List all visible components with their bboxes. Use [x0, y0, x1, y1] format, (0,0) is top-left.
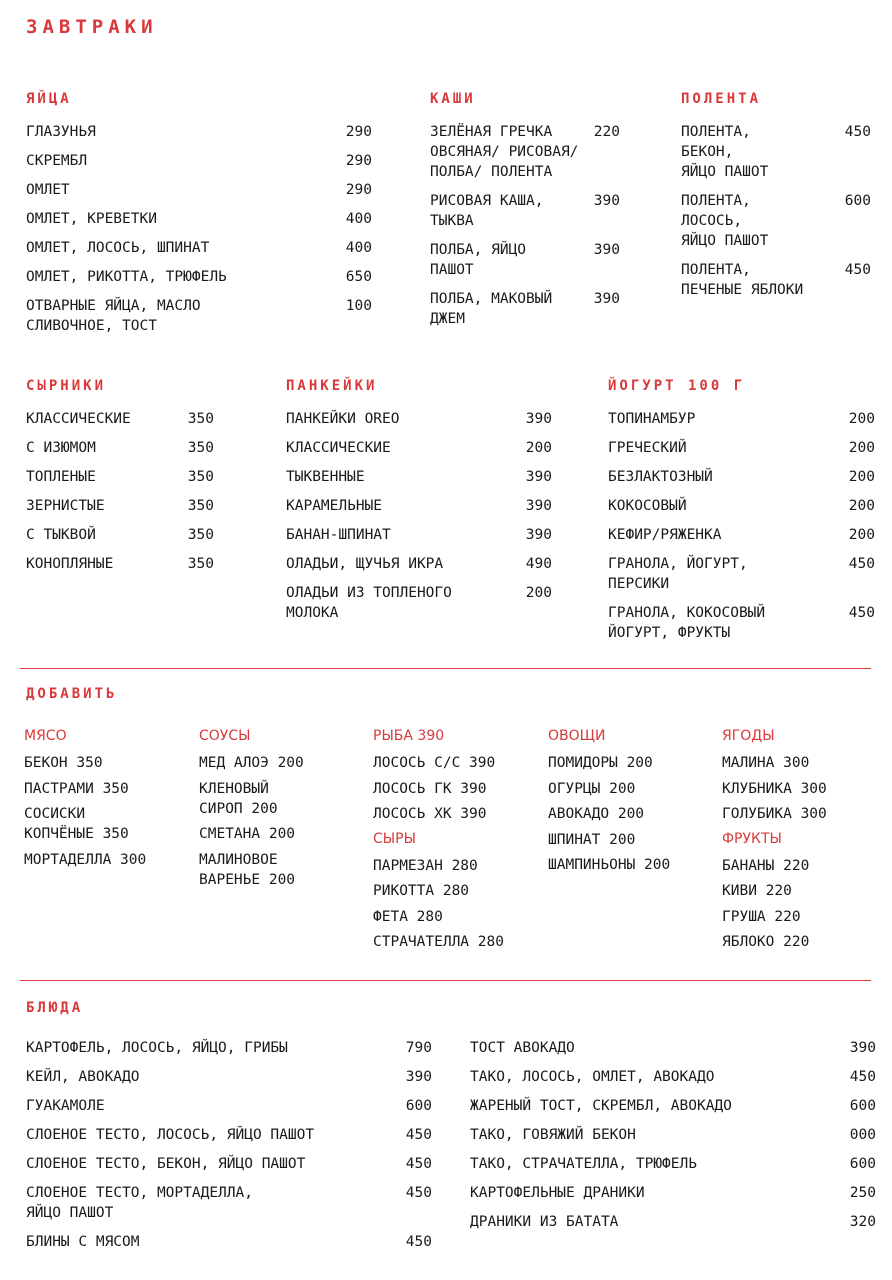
item-name: КАРТОФЕЛЬНЫЕ ДРАНИКИ [470, 1185, 645, 1201]
menu-item [608, 409, 875, 429]
menu-list [26, 122, 372, 336]
item-price: 390 [593, 291, 620, 307]
item-name: С ТЫКВОЙ [26, 527, 96, 543]
menu-item [26, 1154, 432, 1174]
item-price: 450 [844, 262, 871, 278]
add-berries-fruits [722, 727, 882, 958]
item-price: 390 [405, 1069, 432, 1085]
add-item: ЛОСОСЬ ГК 390 [373, 780, 487, 797]
add-item: КЛЕНОВЫЙ СИРОП 200 [199, 780, 278, 817]
add-list [373, 753, 543, 824]
menu-item [26, 554, 214, 574]
add-item: БЕКОН 350 [24, 755, 103, 771]
menu-item [286, 583, 552, 623]
item-name: ОТВАРНЫЕ ЯЙЦА, МАСЛО СЛИВОЧНОЕ, ТОСТ [26, 298, 201, 334]
menu-item [470, 1183, 876, 1203]
menu-item [26, 267, 372, 287]
item-name: ПОЛБА, МАКОВЫЙ ДЖЕМ [430, 291, 553, 327]
item-name: КАРТОФЕЛЬ, ЛОСОСЬ, ЯЙЦО, ГРИБЫ [26, 1040, 288, 1056]
add-item: ПАРМЕЗАН 280 [373, 857, 478, 874]
menu-list [430, 122, 620, 329]
item-name: СЛОЕНОЕ ТЕСТО, МОРТАДЕЛЛА, ЯЙЦО ПАШОТ [26, 1185, 253, 1221]
menu-item [286, 438, 552, 458]
item-name: ГРЕЧЕСКИЙ [608, 440, 687, 456]
add-item: ПОМИДОРЫ 200 [548, 755, 653, 771]
add-group-title: ОВОЩИ [548, 728, 606, 744]
add-item: КЛУБНИКА 300 [722, 780, 827, 797]
add-item: КИВИ 220 [722, 883, 792, 899]
menu-item [26, 1038, 432, 1058]
add-group-title: ФРУКТЫ [722, 830, 782, 847]
item-name: КОНОПЛЯНЫЕ [26, 556, 114, 572]
add-item: МАЛИНОВОЕ ВАРЕНЬЕ 200 [199, 851, 296, 888]
item-name: ГРАНОЛА, ЙОГУРТ, ПЕРСИКИ [608, 556, 748, 592]
menu-item [26, 238, 372, 258]
item-name: ТОПИНАМБУР [608, 411, 696, 427]
add-item: ФЕТА 280 [373, 908, 443, 925]
item-price: 350 [187, 440, 214, 456]
menu-item [430, 240, 620, 280]
menu-item [26, 409, 214, 429]
item-price: 450 [848, 605, 875, 621]
divider [20, 668, 871, 669]
item-price: 250 [849, 1185, 876, 1201]
menu-item [26, 1183, 432, 1223]
item-price: 390 [525, 498, 552, 514]
item-price: 390 [525, 411, 552, 427]
section-title: СЫРНИКИ [26, 378, 107, 394]
menu-item [430, 289, 620, 329]
menu-list [286, 409, 552, 623]
item-price: 200 [848, 498, 875, 514]
menu-item [26, 209, 372, 229]
menu-item [608, 467, 875, 487]
add-list [548, 753, 718, 875]
item-name: ГУАКАМОЛЕ [26, 1098, 105, 1114]
item-price: 450 [405, 1127, 432, 1143]
add-item: АВОКАДО 200 [548, 806, 645, 822]
section-polenta [681, 89, 871, 309]
item-price: 350 [187, 469, 214, 485]
add-list [722, 753, 882, 824]
item-price: 350 [187, 527, 214, 543]
item-price: 450 [405, 1185, 432, 1201]
item-price: 790 [405, 1040, 432, 1056]
item-price: 290 [345, 182, 372, 198]
item-name: КЕФИР/РЯЖЕНКА [608, 527, 722, 543]
add-item: ШАМПИНЬОНЫ 200 [548, 857, 671, 873]
section-eggs [26, 89, 372, 345]
item-price: 390 [593, 193, 620, 209]
menu-list [608, 409, 875, 643]
item-name: ПОЛЕНТА, БЕКОН, ЯЙЦО ПАШОТ [681, 124, 769, 180]
add-veg [548, 727, 718, 881]
add-item: ПАСТРАМИ 350 [24, 780, 129, 797]
item-name: ПОЛЕНТА, ЛОСОСЬ, ЯЙЦО ПАШОТ [681, 193, 769, 249]
page-title: ЗАВТРАКИ [26, 16, 158, 38]
section-title: ЙОГУРТ 100 Г [608, 378, 746, 394]
menu-list [681, 122, 871, 300]
item-price: 450 [405, 1234, 432, 1250]
item-price: 400 [345, 240, 372, 256]
menu-item [286, 525, 552, 545]
item-name: ТОСТ АВОКАДО [470, 1040, 575, 1056]
add-item: МЕД АЛОЭ 200 [199, 755, 304, 771]
menu-item [26, 467, 214, 487]
add-sauces [199, 727, 369, 895]
item-name: ОМЛЕТ [26, 182, 70, 198]
section-title: ПАНКЕЙКИ [286, 378, 378, 394]
item-price: 200 [848, 527, 875, 543]
menu-item [286, 496, 552, 516]
add-item: ШПИНАТ 200 [548, 831, 636, 848]
add-list [199, 753, 369, 890]
item-price: 450 [849, 1069, 876, 1085]
menu-item [470, 1096, 876, 1116]
item-name: КАРАМЕЛЬНЫЕ [286, 498, 383, 514]
item-name: КЕЙЛ, АВОКАДО [26, 1069, 140, 1085]
menu-item [608, 603, 875, 643]
add-fish-cheese [373, 727, 543, 958]
section-title: ПОЛЕНТА [681, 91, 762, 107]
menu-item [26, 1232, 432, 1252]
menu-item [26, 1067, 432, 1087]
menu-list [26, 409, 214, 574]
item-name: ЗЕРНИСТЫЕ [26, 498, 105, 514]
item-name: БЕЗЛАКТОЗНЫЙ [608, 469, 713, 485]
item-price: 390 [525, 527, 552, 543]
add-item: СОСИСКИ КОПЧЁНЫЕ 350 [24, 806, 129, 842]
section-title: КАШИ [430, 91, 476, 107]
menu-item [608, 496, 875, 516]
item-name: ОЛАДЬИ, ЩУЧЬЯ ИКРА [286, 556, 444, 572]
menu-item [26, 122, 372, 142]
menu-item [470, 1125, 876, 1145]
item-name: ОЛАДЬИ ИЗ ТОПЛЕНОГО МОЛОКА [286, 585, 452, 621]
add-item: РИКОТТА 280 [373, 883, 470, 899]
item-price: 400 [345, 211, 372, 227]
section-title-add: ДОБАВИТЬ [26, 686, 118, 702]
add-meat [24, 727, 194, 875]
item-name: ГРАНОЛА, КОКОСОВЫЙ ЙОГУРТ, ФРУКТЫ [608, 605, 766, 641]
section-title: ЯЙЦА [26, 91, 72, 107]
item-price: 220 [593, 124, 620, 140]
item-name: ТАКО, ЛОСОСЬ, ОМЛЕТ, АВОКАДО [470, 1069, 715, 1085]
item-price: 200 [848, 440, 875, 456]
item-name: ОМЛЕТ, ЛОСОСЬ, ШПИНАТ [26, 240, 210, 256]
item-name: БЛИНЫ С МЯСОМ [26, 1234, 140, 1250]
item-price: 600 [849, 1156, 876, 1172]
menu-item [26, 151, 372, 171]
dishes-left [26, 1026, 432, 1261]
item-name: ПОЛЕНТА, ПЕЧЕНЫЕ ЯБЛОКИ [681, 262, 804, 298]
item-price: 200 [525, 440, 552, 456]
add-group-title: СОУСЫ [199, 728, 251, 744]
item-name: ОМЛЕТ, РИКОТТА, ТРЮФЕЛЬ [26, 269, 227, 285]
menu-item [470, 1212, 876, 1232]
section-title-dishes: БЛЮДА [26, 1000, 84, 1016]
item-name: БАНАН-ШПИНАТ [286, 527, 391, 543]
item-name: ЗЕЛЁНАЯ ГРЕЧКА ОВСЯНАЯ/ РИСОВАЯ/ ПОЛБА/ ПОЛЕНТА [430, 124, 579, 180]
add-item: СМЕТАНА 200 [199, 826, 296, 842]
item-name: КЛАССИЧЕСКИЕ [26, 411, 131, 427]
item-name: ПОЛБА, ЯЙЦО ПАШОТ [430, 242, 527, 278]
add-item: ГРУША 220 [722, 908, 801, 925]
add-item: ЛОСОСЬ ХК 390 [373, 806, 487, 822]
menu-list [470, 1038, 876, 1232]
section-porridge [430, 89, 620, 338]
menu-item [430, 191, 620, 231]
menu-item [681, 191, 871, 251]
add-group-title: РЫБА 390 [373, 728, 445, 744]
add-item: БАНАНЫ 220 [722, 857, 810, 874]
item-name: ГЛАЗУНЬЯ [26, 124, 96, 140]
menu-item [286, 409, 552, 429]
add-group-title: ЯГОДЫ [722, 728, 775, 744]
item-price: 450 [848, 556, 875, 572]
item-price: 100 [345, 298, 372, 314]
item-price: 390 [849, 1040, 876, 1056]
add-group-title: СЫРЫ [373, 830, 416, 847]
item-name: ТАКО, ГОВЯЖИЙ БЕКОН [470, 1127, 636, 1143]
item-price: 200 [525, 585, 552, 601]
menu-item [26, 1096, 432, 1116]
item-name: ПАНКЕЙКИ OREO [286, 411, 400, 427]
item-price: 320 [849, 1214, 876, 1230]
add-item: СТРАЧАТЕЛЛА 280 [373, 934, 504, 950]
add-list [24, 753, 194, 870]
item-name: СЛОЕНОЕ ТЕСТО, БЕКОН, ЯЙЦО ПАШОТ [26, 1156, 306, 1172]
section-syrniki [26, 376, 214, 583]
item-price: 350 [187, 556, 214, 572]
add-item: МАЛИНА 300 [722, 755, 810, 771]
item-price: 290 [345, 153, 372, 169]
item-price: 450 [405, 1156, 432, 1172]
item-name: С ИЗЮМОМ [26, 440, 96, 456]
menu-item [470, 1038, 876, 1058]
item-price: 650 [345, 269, 372, 285]
add-item: ЯБЛОКО 220 [722, 934, 810, 950]
add-list [373, 856, 543, 953]
item-name: ТАКО, СТРАЧАТЕЛЛА, ТРЮФЕЛЬ [470, 1156, 697, 1172]
item-name: ТЫКВЕННЫЕ [286, 469, 365, 485]
item-name: ТОПЛЕНЫЕ [26, 469, 96, 485]
section-yogurt [608, 376, 875, 652]
menu-item [681, 122, 871, 182]
add-item: ГОЛУБИКА 300 [722, 806, 827, 822]
item-price: 390 [593, 242, 620, 258]
item-name: СКРЕМБЛ [26, 153, 88, 169]
menu-list [26, 1038, 432, 1252]
menu-item [286, 554, 552, 574]
menu-item [608, 554, 875, 594]
item-name: ЖАРЕНЫЙ ТОСТ, СКРЕМБЛ, АВОКАДО [470, 1098, 732, 1114]
add-item: МОРТАДЕЛЛА 300 [24, 851, 147, 868]
menu-item [681, 260, 871, 300]
menu-item [470, 1154, 876, 1174]
item-name: КЛАССИЧЕСКИЕ [286, 440, 391, 456]
item-price: 290 [345, 124, 372, 140]
menu-item [26, 1125, 432, 1145]
item-name: КОКОСОВЫЙ [608, 498, 687, 514]
menu-item [608, 438, 875, 458]
item-name: ДРАНИКИ ИЗ БАТАТА [470, 1214, 619, 1230]
menu-item [26, 296, 372, 336]
divider [20, 980, 871, 981]
add-list [722, 856, 882, 953]
item-name: РИСОВАЯ КАША, ТЫКВА [430, 193, 544, 229]
menu-item [26, 525, 214, 545]
add-item: ОГУРЦЫ 200 [548, 780, 636, 797]
item-price: 600 [405, 1098, 432, 1114]
dishes-right [470, 1026, 876, 1241]
menu-item [26, 496, 214, 516]
section-pancakes [286, 376, 552, 632]
item-price: 350 [187, 498, 214, 514]
item-price: 600 [849, 1098, 876, 1114]
add-item: ЛОСОСЬ С/С 390 [373, 755, 496, 771]
item-price: 200 [848, 469, 875, 485]
menu-item [470, 1067, 876, 1087]
item-name: СЛОЕНОЕ ТЕСТО, ЛОСОСЬ, ЯЙЦО ПАШОТ [26, 1127, 315, 1143]
menu-item [608, 525, 875, 545]
menu-item [430, 122, 620, 182]
menu-item [26, 438, 214, 458]
item-price: 600 [844, 193, 871, 209]
item-price: 390 [525, 469, 552, 485]
item-price: 490 [525, 556, 552, 572]
menu-item [26, 180, 372, 200]
item-name: ОМЛЕТ, КРЕВЕТКИ [26, 211, 157, 227]
item-price: 350 [187, 411, 214, 427]
item-price: 200 [848, 411, 875, 427]
add-group-title: МЯСО [24, 728, 67, 744]
menu-item [286, 467, 552, 487]
item-price: 450 [844, 124, 871, 140]
item-price: 000 [849, 1127, 876, 1143]
